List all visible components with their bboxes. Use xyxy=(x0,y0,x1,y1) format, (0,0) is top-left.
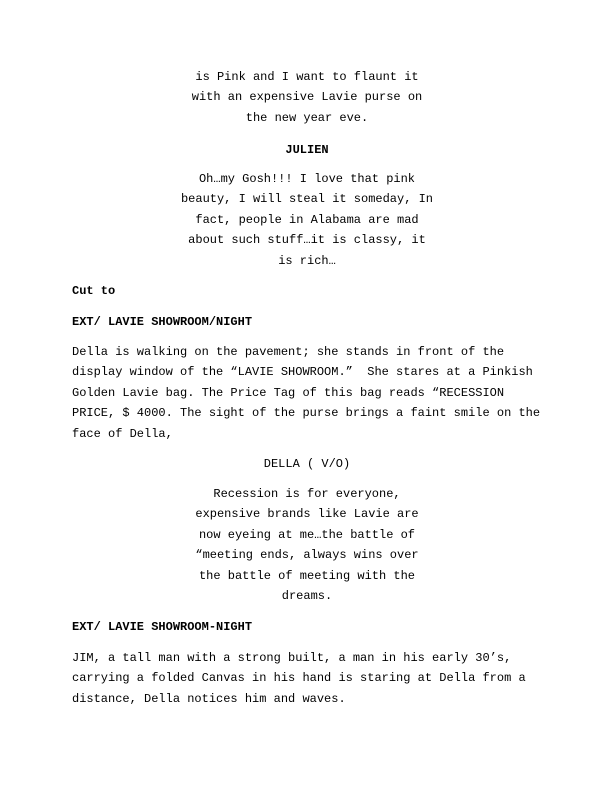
dialogue-line: expensive brands like Lavie are xyxy=(195,507,419,522)
character-name-della: DELLA ( V/O) xyxy=(263,457,351,471)
action-line: face of Della, xyxy=(72,426,173,441)
dialogue-line: the battle of meeting with the xyxy=(198,568,416,583)
dialogue-line: is rich… xyxy=(278,253,336,268)
scene-heading-2: EXT/ LAVIE SHOWROOM-NIGHT xyxy=(72,620,253,634)
action-block-2 xyxy=(72,648,548,709)
transition-cut-to: Cut to xyxy=(72,284,116,298)
dialogue-line: fact, people in Alabama are mad xyxy=(195,212,419,227)
dialogue-line: Oh…my Gosh!!! I love that pink xyxy=(198,172,416,186)
character-name-julien: JULIEN xyxy=(285,143,329,157)
action-line: carrying a folded Canvas in his hand is staring at Della from a xyxy=(72,671,526,686)
action-line: Golden Lavie bag. The Price Tag of this bag reads “RECESSION xyxy=(72,385,505,400)
dialogue-line: now eyeing at me…the battle of xyxy=(198,527,416,542)
scene-heading-1: EXT/ LAVIE SHOWROOM/NIGHT xyxy=(72,315,253,329)
dialogue-line: Recession is for everyone, xyxy=(213,487,401,501)
action-line: display window of the “LAVIE SHOWROOM.” She stares at a Pinkish xyxy=(72,365,533,380)
action-line: distance, Della notices him and waves. xyxy=(72,691,346,706)
dialogue-block-julien xyxy=(176,169,438,271)
dialogue-line: “meeting ends, always wins over xyxy=(195,548,419,563)
dialogue-line: dreams. xyxy=(281,589,333,604)
action-block-1 xyxy=(72,342,548,444)
dialogue-line: with an expensive Lavie purse on xyxy=(191,90,423,105)
dialogue-line: beauty, I will steal it someday, In xyxy=(180,192,434,207)
action-line: Della is walking on the pavement; she stands in front of the xyxy=(72,345,505,359)
dialogue-line: is Pink and I want to flaunt it xyxy=(195,70,419,84)
dialogue-block-della xyxy=(176,484,438,606)
dialogue-block-continued xyxy=(176,67,438,128)
dialogue-line: about such stuff…it is classy, it xyxy=(188,233,426,248)
action-line: JIM, a tall man with a strong built, a man in his early 30’s, xyxy=(72,651,512,665)
dialogue-line: the new year eve. xyxy=(245,110,369,125)
action-line: PRICE, $ 4000. The sight of the purse brings a faint smile on the xyxy=(72,406,541,421)
